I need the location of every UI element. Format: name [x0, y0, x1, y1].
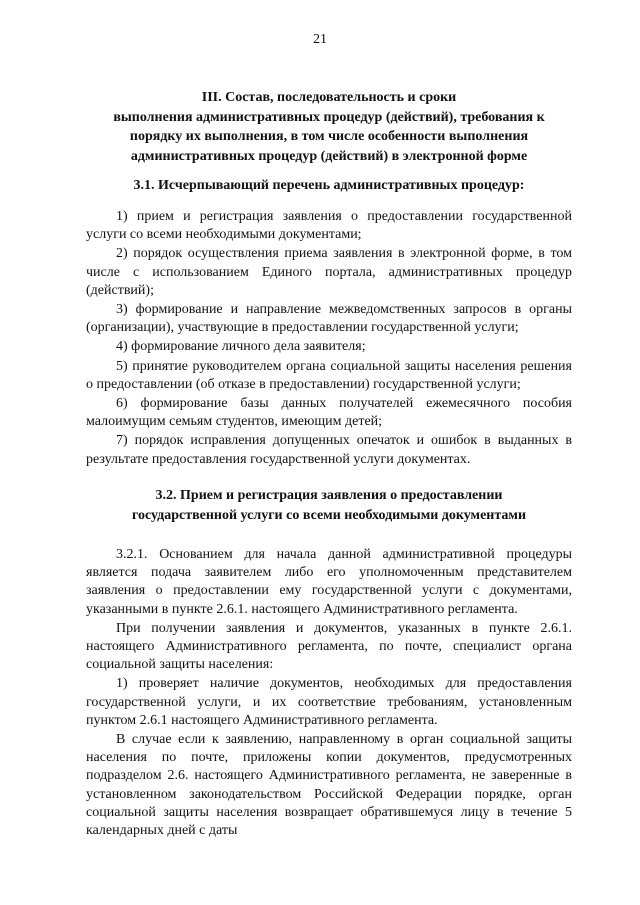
list-item: 7) порядок исправления допущенных опечаток и ошибок в выданных в результате предоставления государственной услуги документах. — [86, 433, 572, 467]
paragraph: 3.2.1. Основанием для начала данной административной процедуры является подача заявителем либо его уполномоченным представителем заявления о предоставлении ему государственной услуги с документами, указанными в пункте 2.6.1. настоящего Административного регламента. — [86, 547, 572, 617]
list-item: 6) формирование базы данных получателей ежемесячного пособия малоимущим семьям студентов, имеющим детей; — [86, 396, 572, 430]
paragraph: 1) проверяет наличие документов, необходимых для предоставления государственной услуги, и их соответствие требованиям, установленным пунктом 2.6.1 настоящего Административного регламента. — [86, 676, 572, 728]
paragraph: При получении заявления и документов, указанных в пункте 2.6.1. настоящего Административного регламента, по почте, специалист органа социальной защиты населения: — [86, 620, 572, 673]
chapter-heading-line: выполнения административных процедур (действий), требования к — [113, 109, 545, 125]
chapter-heading-line: порядку их выполнения, в том числе особенности выполнения — [129, 129, 529, 144]
list-item: 5) принятие руководителем органа социальной защиты населения решения о предоставлении (об отказе в предоставлении) государственной услуги; — [86, 358, 572, 392]
section-3-1-title: 3.1. Исчерпывающий перечень административных процедур: — [133, 178, 525, 193]
page-number: 21 — [313, 32, 327, 47]
list-item: 4) формирование личного дела заявителя; — [116, 339, 366, 355]
paragraph: В случае если к заявлению, направленному в орган социальной защиты населения по почте, приложены копии документов, предусмотренных подразделом 2.6. настоящего Административного регламента, не заверенные в установленном законодательством Российской Федерации порядке, орган социальной защиты населения возвращает обратившемуся лицу в течение 5 календарных дней с даты — [86, 732, 572, 839]
section-3-2-title-line: 3.2. Прием и регистрация заявления о предоставлении — [155, 488, 503, 503]
chapter-heading-line: административных процедур (действий) в электронной форме — [130, 148, 528, 164]
section-3-2-title-line: государственной услуги со всеми необходимыми документами — [131, 507, 527, 523]
section-3-2-body — [86, 546, 572, 840]
list-item: 3) формирование и направление межведомственных запросов в органы (организации), участвующие в предоставлении государственной услуги; — [86, 302, 572, 336]
chapter-heading — [86, 88, 572, 166]
list-item: 2) порядок осуществления приема заявления в электронной форме, в том числе с использованием Единого портала, административных процедур (действий); — [86, 246, 572, 298]
section-3-2-title — [86, 486, 572, 525]
procedures-list — [86, 208, 572, 470]
chapter-heading-line: III. Состав, последовательность и сроки — [201, 90, 457, 105]
list-item: 1) прием и регистрация заявления о предоставлении государственной услуги со всеми необходимыми документами; — [86, 209, 572, 243]
